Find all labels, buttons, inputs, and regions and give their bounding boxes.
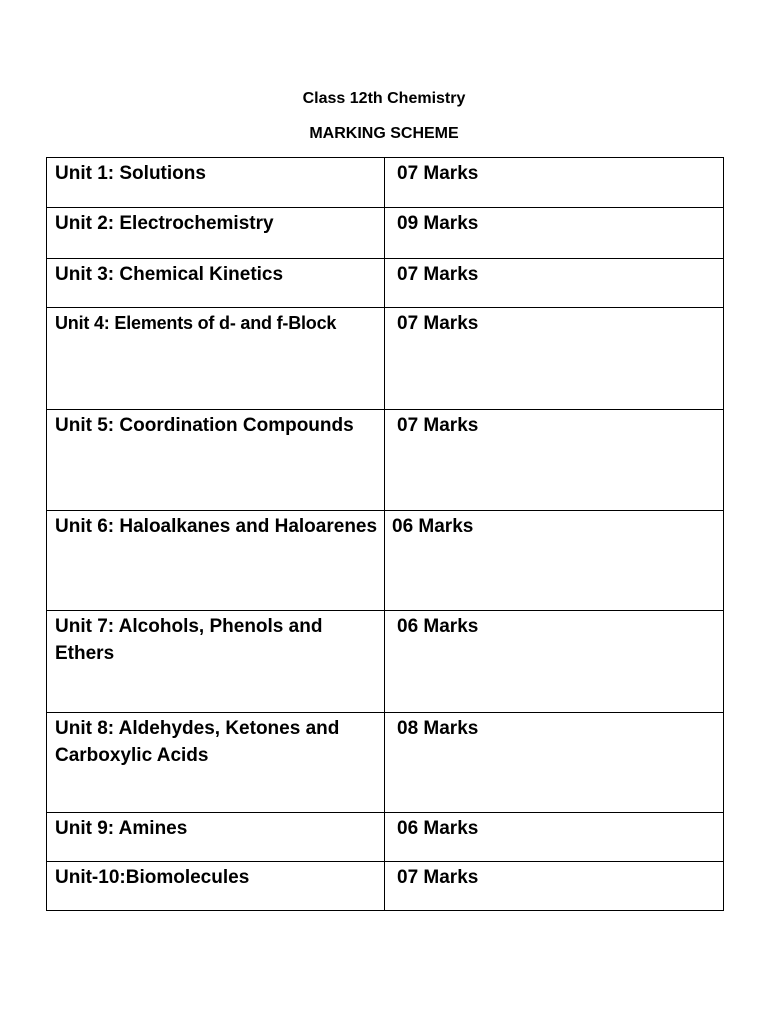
table-row [47,208,724,259]
unit-name: Unit 2: Electrochemistry [47,208,385,259]
unit-marks: 07 Marks [385,410,724,511]
unit-name: Unit 5: Coordination Compounds [47,410,385,511]
unit-name: Unit 4: Elements of d- and f-Block [47,308,385,410]
unit-name: Unit 6: Haloalkanes and Haloarenes [47,511,385,611]
unit-marks: 07 Marks [385,259,724,308]
unit-name: Unit-10:Biomolecules [47,862,385,911]
document-subtitle: MARKING SCHEME [309,125,459,142]
table-row [47,158,724,208]
unit-marks: 08 Marks [385,713,724,813]
table-row [47,611,724,713]
unit-name: Unit 1: Solutions [47,158,385,208]
unit-name: Unit 8: Aldehydes, Ketones and Carboxylic Acids [47,713,385,813]
unit-marks: 06 Marks [385,813,724,862]
table-row [47,813,724,862]
unit-name: Unit 3: Chemical Kinetics [47,259,385,308]
table-row [47,713,724,813]
table-row [47,308,724,410]
unit-marks: 07 Marks [385,308,724,410]
unit-name: Unit 7: Alcohols, Phenols and Ethers [47,611,385,713]
unit-name: Unit 9: Amines [47,813,385,862]
table-row [47,862,724,911]
unit-marks: 07 Marks [385,158,724,208]
table-row [47,410,724,511]
unit-marks: 09 Marks [385,208,724,259]
unit-marks: 07 Marks [385,862,724,911]
table-row [47,511,724,611]
unit-marks: 06 Marks [385,611,724,713]
document-title: Class 12th Chemistry [302,90,466,107]
table-row [47,259,724,308]
marking-scheme-table [46,157,724,911]
unit-marks: 06 Marks [385,511,724,611]
